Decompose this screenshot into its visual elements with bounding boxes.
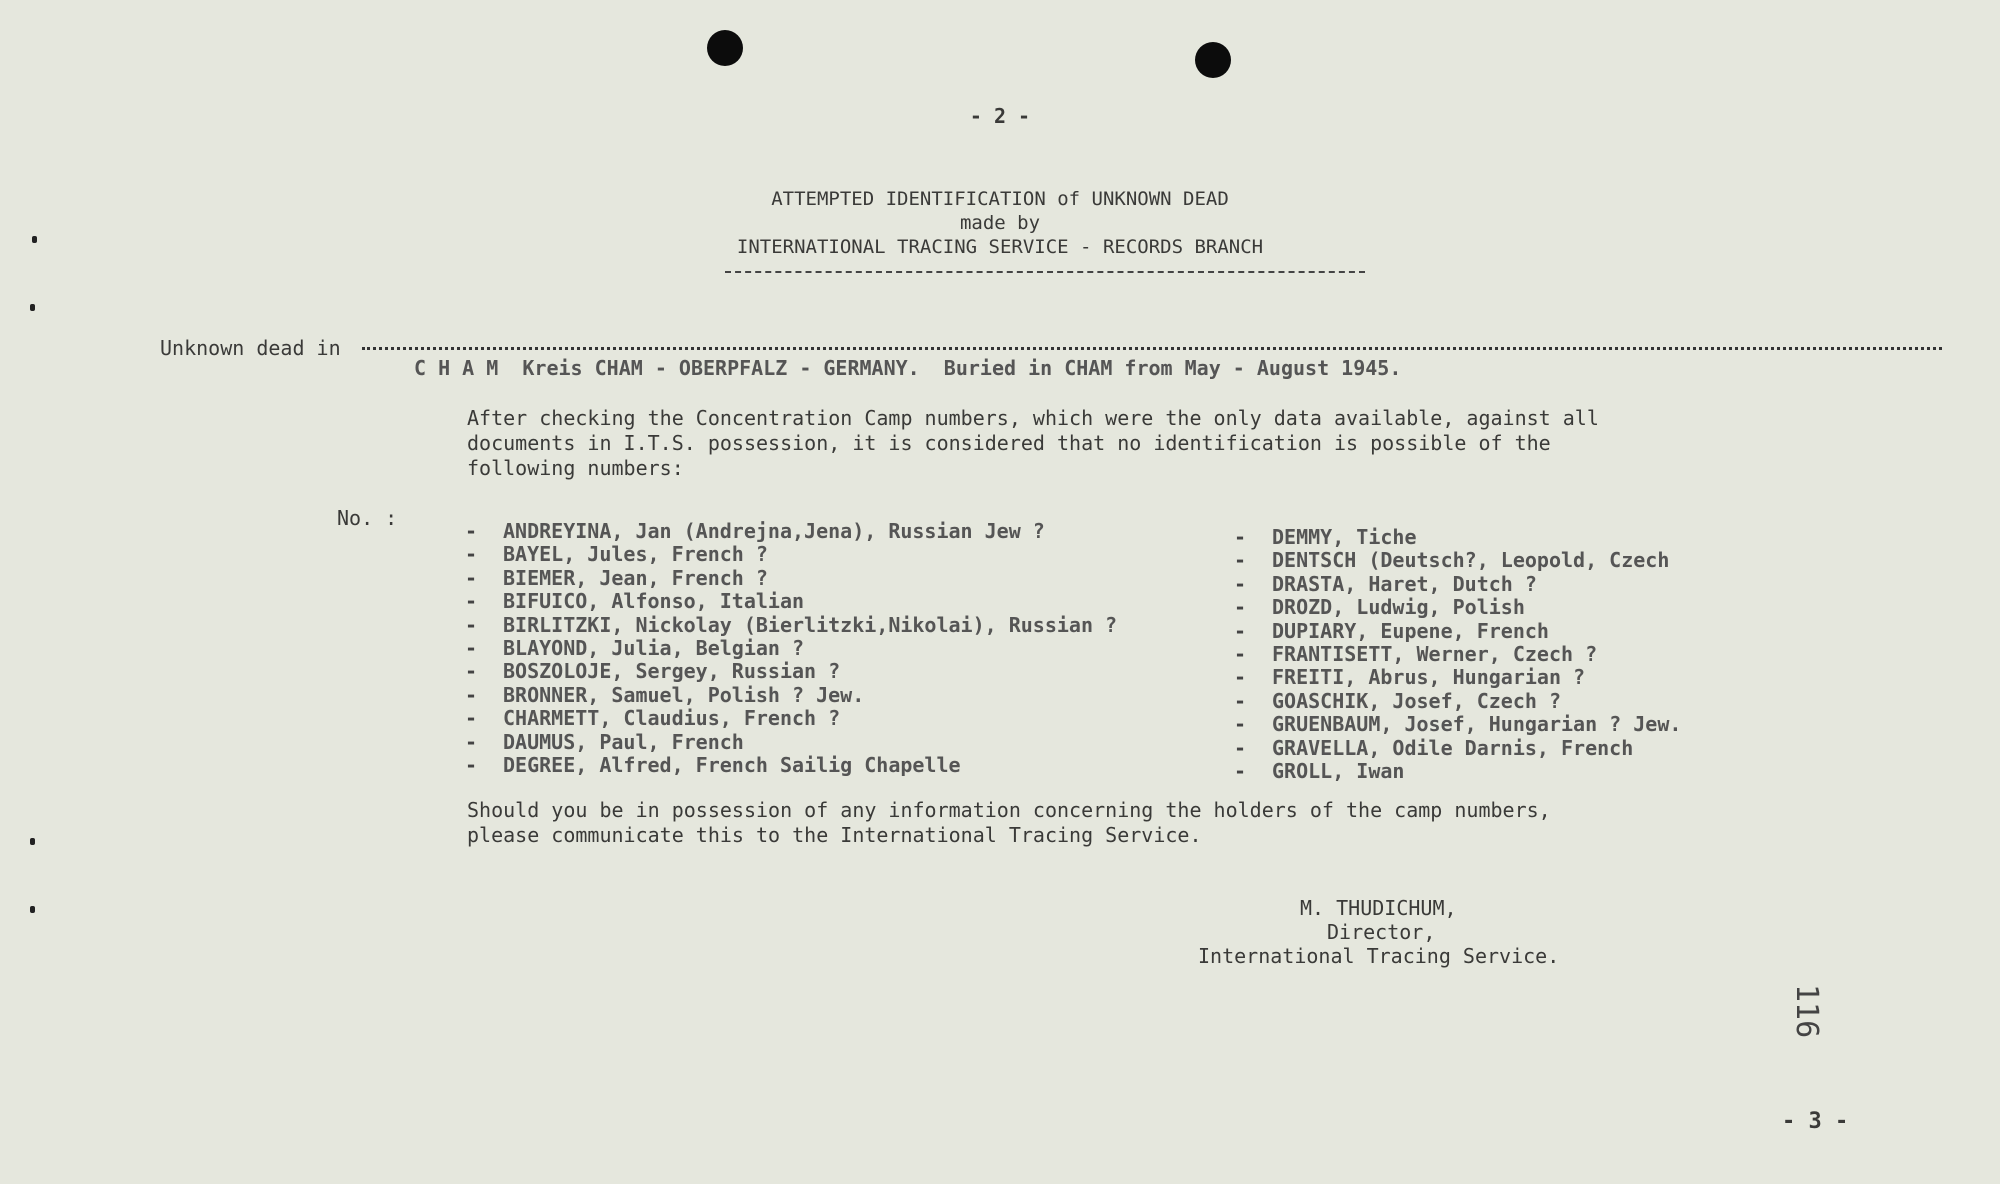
header-organization: INTERNATIONAL TRACING SERVICE - RECORDS BRANCH xyxy=(736,236,1264,258)
list-item: - DAUMUS, Paul, French xyxy=(465,729,744,754)
list-item: - FRANTISETT, Werner, Czech ? xyxy=(1234,642,1598,667)
bottom-page-number: - 3 - xyxy=(1782,1109,1849,1134)
signature-organization: International Tracing Service. xyxy=(1198,944,1560,968)
list-item: - BIRLITZKI, Nickolay (Bierlitzki,Nikolai), Russian ? xyxy=(465,612,1118,637)
side-archive-number: 116 xyxy=(1789,984,1824,1039)
location-dotted-line xyxy=(362,347,1942,350)
list-item: - GRAVELLA, Odile Darnis, French xyxy=(1234,735,1634,760)
location-text: C H A M Kreis CHAM - OBERPFALZ - GERMANY. Buried in CHAM from May - August 1945. xyxy=(414,356,1402,380)
list-item: - DEGREE, Alfred, French Sailig Chapelle xyxy=(465,753,961,778)
list-item: - BIFUICO, Alfonso, Italian xyxy=(465,589,805,614)
intro-line-2: documents in I.T.S. possession, it is considered that no identification is possible of the xyxy=(467,431,1551,455)
list-item: - CHARMETT, Claudius, French ? xyxy=(465,706,841,731)
list-item: - BOSZOLOJE, Sergey, Russian ? xyxy=(465,659,841,684)
list-item: - DUPIARY, Eupene, French xyxy=(1234,618,1549,643)
header-rule xyxy=(725,271,1365,273)
header-title: ATTEMPTED IDENTIFICATION of UNKNOWN DEAD xyxy=(771,188,1229,210)
list-item: - GOASCHIK, Josef, Czech ? xyxy=(1234,688,1561,713)
list-item: - BIEMER, Jean, French ? xyxy=(465,565,768,590)
signature-name: M. THUDICHUM, xyxy=(1300,896,1457,920)
list-item: - DROZD, Ludwig, Polish xyxy=(1234,595,1525,620)
list-item: - DRASTA, Haret, Dutch ? xyxy=(1234,571,1537,596)
list-item: - GRUENBAUM, Josef, Hungarian ? Jew. xyxy=(1234,712,1682,737)
punch-hole-left xyxy=(707,30,743,66)
punch-hole-right xyxy=(1195,42,1231,78)
left-name-list xyxy=(465,520,1117,777)
list-item: - BAYEL, Jules, French ? xyxy=(465,542,768,567)
signature-title: Director, xyxy=(1327,920,1436,944)
margin-speck xyxy=(30,304,35,311)
list-item: - DEMMY, Tiche xyxy=(1234,525,1417,549)
page-number: - 2 - xyxy=(969,104,1031,128)
list-item: - DENTSCH (Deutsch?, Leopold, Czech xyxy=(1234,548,1670,573)
numbers-label: No. : xyxy=(337,506,398,530)
list-item: - BLAYOND, Julia, Belgian ? xyxy=(465,636,805,661)
unknown-dead-label: Unknown dead in xyxy=(160,336,341,360)
closing-line-1: Should you be in possession of any information concerning the holders of the camp numbers, xyxy=(467,798,1551,822)
list-item: - ANDREYINA, Jan (Andrejna,Jena), Russian Jew ? xyxy=(465,519,1045,543)
list-item: - GROLL, Iwan xyxy=(1234,759,1405,784)
margin-speck xyxy=(30,906,35,913)
right-name-list xyxy=(1234,526,1681,783)
margin-speck xyxy=(30,838,35,845)
list-item: - BRONNER, Samuel, Polish ? Jew. xyxy=(465,682,865,707)
list-item: - FREITI, Abrus, Hungarian ? xyxy=(1234,665,1586,690)
intro-line-1: After checking the Concentration Camp numbers, which were the only data available, against all xyxy=(467,406,1599,430)
intro-line-3: following numbers: xyxy=(467,456,684,480)
closing-line-2: please communicate this to the International Tracing Service. xyxy=(467,823,1202,847)
header-subtitle: made by xyxy=(959,212,1041,234)
